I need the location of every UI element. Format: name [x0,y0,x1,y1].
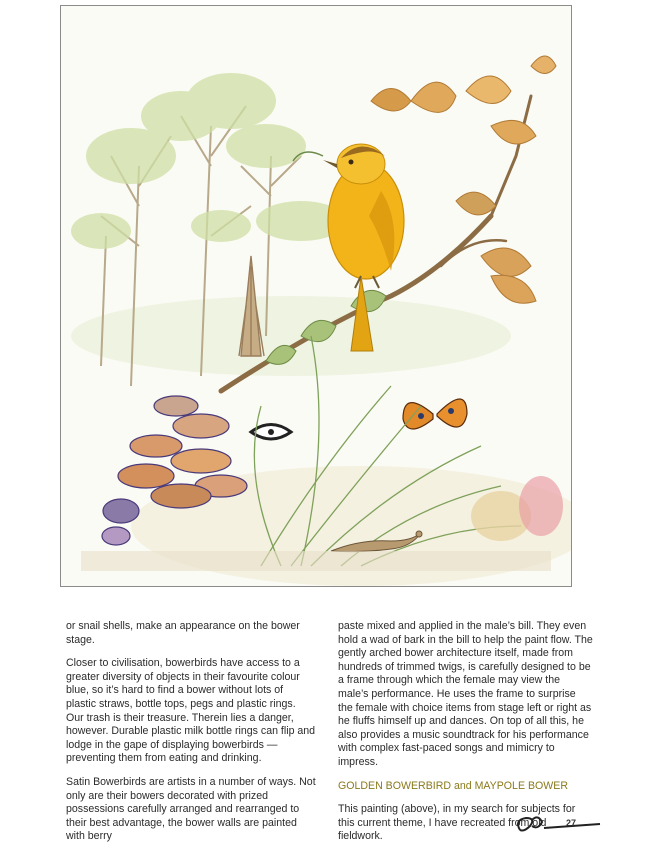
page-number: 27 [566,818,577,828]
paragraph: This painting (above), in my search for subjects for this current theme, I have recreated from old fieldwork. [338,803,576,843]
bowerbird-painting [61,6,571,586]
signature-logo [512,812,602,838]
paragraph: Satin Bowerbirds are artists in a number of ways. Not only are their bowers decorated with prized possessions carefully arranged and rearranged to their best advantage, the bower walls are painted with berry [66,775,316,843]
section-heading: GOLDEN BOWERBIRD and MAYPOLE BOWER [338,779,568,792]
ground [81,551,551,571]
illustration-plate [60,5,572,587]
paragraph: Closer to civilisation, bowerbirds have access to a greater diversity of objects in their favourite colour blue, so it’s hard to find a bower without lots of plastic straws, bottle tops, pegs and plastic rings. Our trash is their treasure. Therein lies a danger, however. Durable plastic milk bottle rings can flip and lodge in the gape of displaying bowerbirds —preventing them from eating and drinking. [66,657,316,765]
paragraph: or snail shells, make an appearance on the bower stage. [66,620,300,646]
paragraph: paste mixed and applied in the male’s bill. They even hold a wad of bark in the bill to help the paint flow. The gently arched bower architecture itself, made from hundreds of trimmed twigs, is carefully designed to be a frame through which the female may view the male’s performance. He uses the frame to surprise the female with choice items from stage left or right as he fluffs himself up and dances. On top of all this, he also provides a music soundtrack for his performance with complex fast-paced songs and mimicry to impress. [338,620,593,768]
left-text-column [66,620,316,854]
